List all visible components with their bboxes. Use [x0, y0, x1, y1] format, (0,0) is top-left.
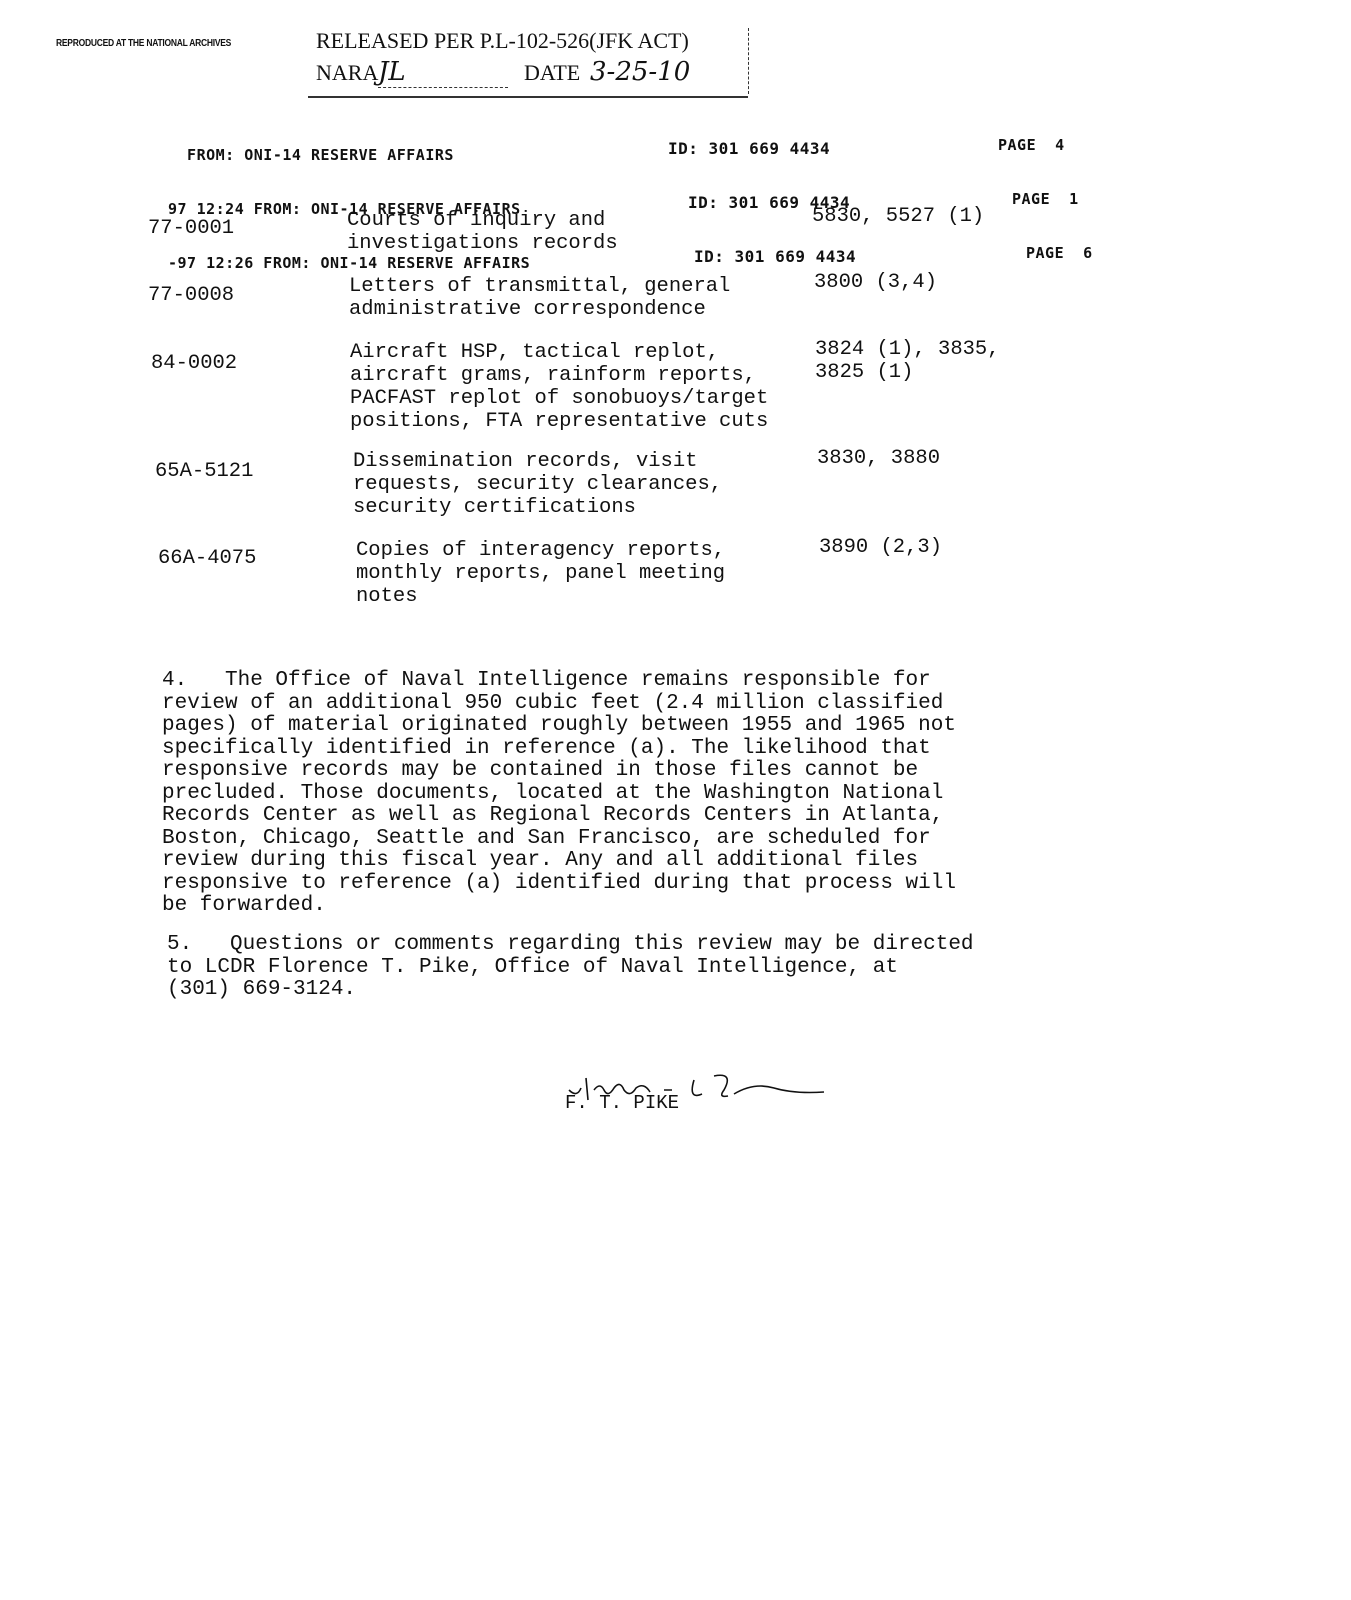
fax-header-id — [668, 104, 856, 284]
fax-page: PAGE 4 — [998, 136, 1065, 154]
nara-label: NARA — [316, 60, 379, 85]
signer-name: F. T. PIKE — [565, 1092, 680, 1114]
nara-initials: JL — [378, 58, 508, 88]
paragraph-4: 4. The Office of Naval Intelligence remains responsible for review of an additional 950 cubic feet (2.4 million classified pages) of material originated roughly between 1955 and 1965 not specifically identified in reference (a). The likelihood that responsive records may be contained in those files cannot be precluded. Those documents, located at the Washington National Records Center as well as Regional Records Centers in Atlanta, Boston, Chicago, Seattle and San Francisco, are scheduled for review during this fiscal year. Any and all additional files responsive to reference (a) identified during that process will be forwarded. — [162, 669, 956, 917]
record-refs: 3824 (1), 3835, 3825 (1) — [815, 338, 1000, 384]
record-code: 84-0002 — [151, 352, 238, 375]
stamp-underline — [308, 96, 748, 98]
date-value: 3-25-10 — [590, 57, 691, 87]
record-code: 66A-4075 — [158, 547, 257, 570]
record-description: Dissemination records, visit requests, security clearances, security certifications — [353, 450, 723, 519]
record-refs: 5830, 5527 (1) — [812, 205, 985, 228]
fax-id: ID: 301 669 4434 — [694, 247, 857, 266]
fax-line: -97 12:26 FROM: ONI-14 RESERVE AFFAIRS — [168, 254, 531, 272]
record-refs: 3830, 3880 — [817, 447, 941, 470]
fax-id: ID: 301 669 4434 — [668, 139, 831, 158]
fax-page: PAGE 1 — [1012, 190, 1079, 208]
record-description: Copies of interagency reports, monthly reports, panel meeting notes — [356, 539, 726, 608]
record-refs: 3800 (3,4) — [814, 271, 938, 294]
fax-page: PAGE 6 — [1026, 244, 1093, 262]
record-description: Aircraft HSP, tactical replot, aircraft grams, rainform reports, PACFAST replot of sonobuoys/target positions, FTA representative cuts — [350, 341, 769, 433]
fax-line: 97 12:24 FROM: ONI-14 RESERVE AFFAIRS — [168, 200, 521, 218]
release-line: RELEASED PER P.L-102-526(JFK ACT) — [316, 28, 689, 53]
record-description: Letters of transmittal, general administrative correspondence — [349, 275, 731, 321]
fax-id: ID: 301 669 4434 — [688, 193, 851, 212]
release-stamp — [308, 28, 749, 94]
record-description: Courts of inquiry and investigations records — [347, 209, 618, 255]
record-code: 65A-5121 — [155, 460, 254, 483]
record-refs: 3890 (2,3) — [819, 536, 943, 559]
record-code: 77-0008 — [148, 284, 235, 307]
date-label: DATE — [524, 60, 581, 85]
archives-stamp: REPRODUCED AT THE NATIONAL ARCHIVES — [56, 38, 232, 49]
fax-header-from — [168, 110, 530, 290]
fax-header-page — [998, 100, 1093, 280]
record-code: 77-0001 — [148, 217, 235, 240]
fax-line: FROM: ONI-14 RESERVE AFFAIRS — [168, 146, 454, 164]
paragraph-5: 5. Questions or comments regarding this review may be directed to LCDR Florence T. Pike, Office of Naval Intelligence, at (301) 669-3124. — [167, 933, 974, 1001]
